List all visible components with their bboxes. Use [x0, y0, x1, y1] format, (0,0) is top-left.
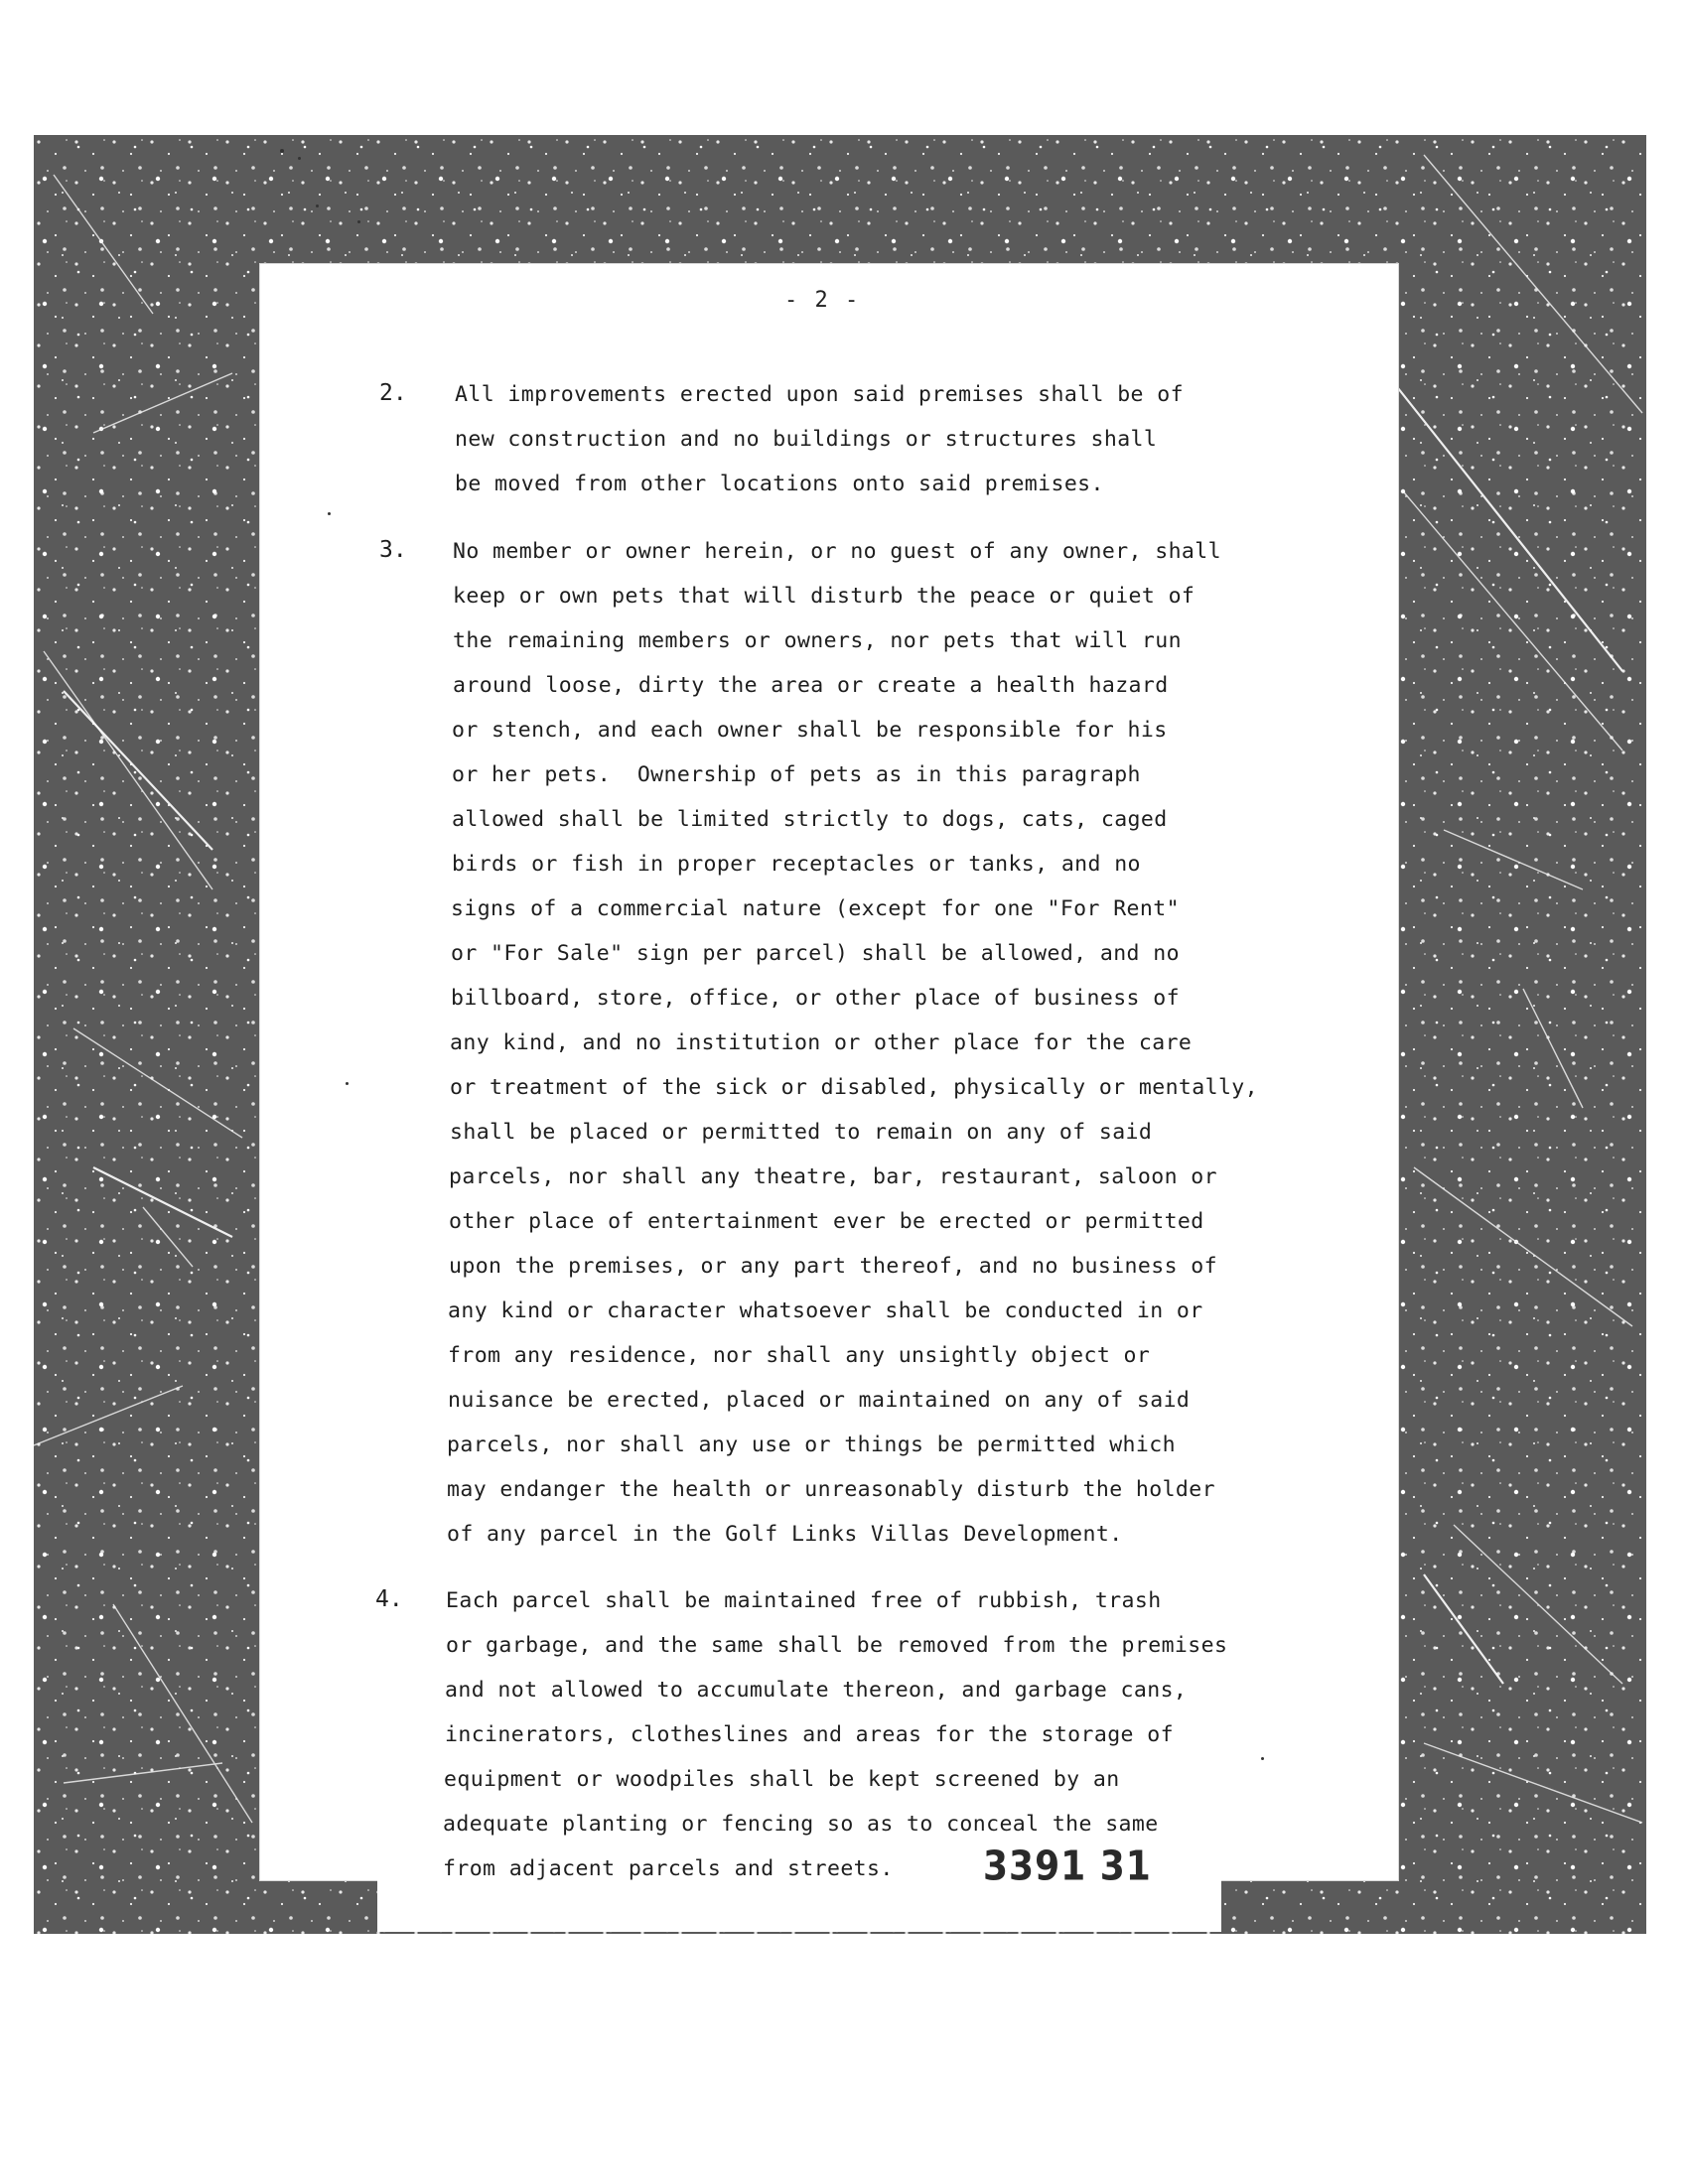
- clause-line: upon the premises, or any part thereof, and no business of: [449, 1254, 1217, 1279]
- stray-mark: [280, 149, 284, 153]
- stray-mark: [357, 220, 360, 223]
- clause-line: new construction and no buildings or structures shall: [455, 427, 1158, 452]
- clause-number: 2.: [379, 380, 407, 406]
- clause-line: shall be placed or permitted to remain on any of said: [450, 1120, 1153, 1145]
- clause-line: any kind or character whatsoever shall be conducted in or: [448, 1298, 1203, 1323]
- clause-line: from adjacent parcels and streets.: [443, 1856, 894, 1881]
- clause-line: No member or owner herein, or no guest of any owner, shall: [453, 539, 1221, 564]
- clause-line: or stench, and each owner shall be responsible for his: [452, 718, 1168, 743]
- clause-line: birds or fish in proper receptacles or tanks, and no: [452, 852, 1141, 877]
- clause-line: incinerators, clotheslines and areas for the storage of: [445, 1722, 1174, 1747]
- clause-line: of any parcel in the Golf Links Villas Development.: [447, 1522, 1123, 1547]
- clause-line: keep or own pets that will disturb the peace or quiet of: [453, 584, 1196, 609]
- clause-line: any kind, and no institution or other place for the care: [450, 1030, 1193, 1055]
- clause-line: adequate planting or fencing so as to conceal the same: [443, 1812, 1159, 1837]
- clause-line: or garbage, and the same shall be removed from the premises: [446, 1633, 1228, 1658]
- clause-line: parcels, nor shall any use or things be permitted which: [447, 1433, 1176, 1457]
- clause-line: or treatment of the sick or disabled, physically or mentally,: [450, 1075, 1258, 1100]
- clause-line: signs of a commercial nature (except for one "For Rent": [451, 896, 1180, 921]
- clause-line: billboard, store, office, or other place of business of: [451, 986, 1180, 1011]
- clause-line: equipment or woodpiles shall be kept screened by an: [444, 1767, 1120, 1792]
- clause-line: and not allowed to accumulate thereon, and garbage cans,: [445, 1678, 1188, 1703]
- stray-mark: [1261, 1757, 1264, 1760]
- stray-mark: [316, 205, 319, 207]
- clause-line: be moved from other locations onto said premises.: [455, 472, 1104, 496]
- stray-mark: [298, 157, 301, 160]
- clause-line: other place of entertainment ever be erected or permitted: [449, 1209, 1204, 1234]
- clause-line: around loose, dirty the area or create a health hazard: [453, 673, 1169, 698]
- clause-line: parcels, nor shall any theatre, bar, restaurant, saloon or: [449, 1164, 1217, 1189]
- clause-line: or "For Sale" sign per parcel) shall be allowed, and no: [451, 941, 1180, 966]
- clause-number: 4.: [375, 1586, 403, 1612]
- clause-line: All improvements erected upon said premises shall be of: [455, 382, 1184, 407]
- page-number: - 2 -: [784, 288, 861, 313]
- clause-line: may endanger the health or unreasonably disturb the holder: [447, 1477, 1215, 1502]
- clause-line: nuisance be erected, placed or maintained on any of said: [448, 1388, 1191, 1413]
- clause-line: the remaining members or owners, nor pets that will run: [453, 628, 1182, 653]
- clause-line: allowed shall be limited strictly to dogs, cats, caged: [452, 807, 1168, 832]
- stray-mark: [346, 1082, 349, 1085]
- clause-number: 3.: [379, 537, 407, 563]
- clause-line: Each parcel shall be maintained free of rubbish, trash: [446, 1588, 1162, 1613]
- recording-stamp: 3391 31: [983, 1843, 1152, 1891]
- stray-mark: [328, 512, 331, 515]
- clause-line: or her pets. Ownership of pets as in this paragraph: [452, 762, 1141, 787]
- clause-line: from any residence, nor shall any unsightly object or: [448, 1343, 1151, 1368]
